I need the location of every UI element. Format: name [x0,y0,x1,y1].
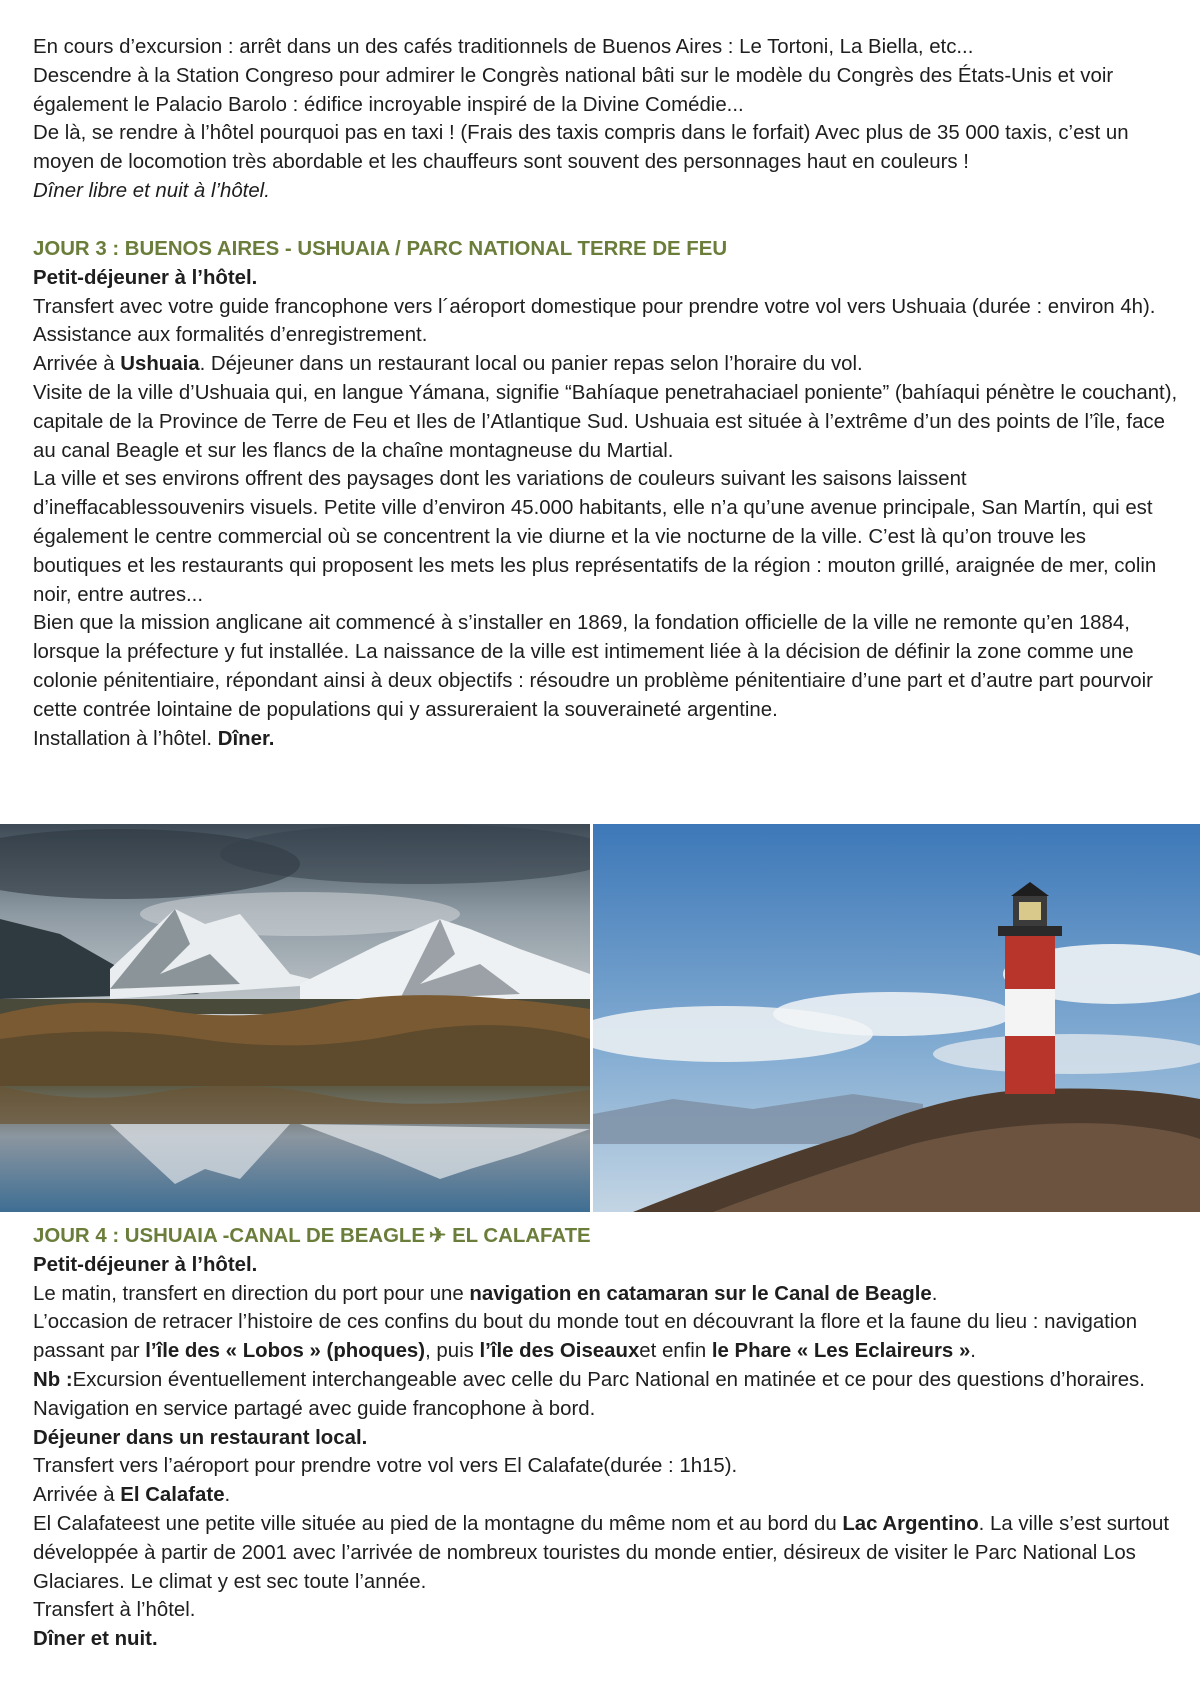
day4-nb-text: Excursion éventuellement interchangeable avec celle du Parc National en matinée et ce pour des questions d’horaires. [72,1368,1145,1391]
day4-phare: le Phare « Les Eclaireurs » [711,1340,971,1363]
day3-section [33,235,1178,753]
day4-nb-label: Nb : [33,1368,73,1391]
day4-occasion-2: , puis [425,1340,480,1363]
day3-city: La ville et ses environs offrent des paysages dont les variations de couleurs suivant les saisons laissent d’ineffacablessouvenirs visuels. Petite ville d’environ 45.000 habitants, elle n’a qu’une avenue principale, San Martín, qui est également le centre commercial où se concentrent la vie diurne et la vie nocturne de la ville. C’est là qu’on trouve les boutiques et les restaurants qui proposent les mets les plus représentatifs de la région : mouton grillé, araignée de mer, colin noir, entre autres... [33,468,1157,606]
day4-arrival-prefix: Arrivée à [33,1484,121,1507]
mountain-lake-illustration [0,824,590,1212]
day4-occasion-4: . [970,1340,976,1363]
day4-arrival-suffix: . [224,1484,231,1507]
day3-arrival-suffix: . Déjeuner dans un restaurant local ou panier repas selon l’horaire du vol. [199,353,863,376]
day4-section [33,1222,1178,1654]
day4-occasion [33,1308,1178,1366]
day4-arrival [33,1481,1178,1510]
day4-lunch: Déjeuner dans un restaurant local. [33,1426,368,1449]
intro-line-cafes: En cours d’excursion : arrêt dans un des cafés traditionnels de Buenos Aires : Le Tortoni, La Biella, etc... [33,36,974,58]
day4-morning-prefix: Le matin, transfert en direction du port pour une [33,1282,470,1305]
airplane-icon: ✈ [428,1225,447,1247]
day3-transfer: Transfert avec votre guide francophone vers l´aéroport domestique pour prendre votre vol vers Ushuaia (durée : environ 4h). [33,295,1156,318]
day4-occasion-3: et enfin [639,1340,712,1363]
day3-heading: JOUR 3 : BUENOS AIRES - USHUAIA / PARC NATIONAL TERRE DE FEU [33,238,728,260]
day4-calafate [33,1510,1178,1596]
day4-occasion-1: L’occasion de retracer l’histoire de ces confins du bout du monde tout en découvrant la flore et la faune du lieu : navigation passant par [33,1311,1138,1363]
day3-arrival-prefix: Arrivée à [33,353,121,376]
mountain-lake-photo [0,824,590,1212]
day3-install [33,725,1178,754]
intro-line-taxi: De là, se rendre à l’hôtel pourquoi pas en taxi ! (Frais des taxis compris dans le forfait) Avec plus de 35 000 taxis, c’est un moyen de locomotion très abordable et les chauffeurs sont souvent des personnages haut en couleurs ! [33,122,1129,174]
day4-navigation: Navigation en service partagé avec guide francophone à bord. [33,1397,596,1420]
day4-heading [33,1222,1178,1251]
day4-lago: Lac Argentino [842,1512,979,1535]
day4-hotel: Transfert à l’hôtel. [33,1599,196,1622]
intro-line-dinner: Dîner libre et nuit à l’hôtel. [33,179,270,202]
day3-install-prefix: Installation à l’hôtel. [33,727,218,750]
day3-arrival-city: Ushuaia [120,353,200,376]
day3-assistance: Assistance aux formalités d’enregistrement. [33,324,428,347]
day4-oiseaux: l’île des Oiseaux [479,1340,640,1363]
day4-heading-part1: JOUR 4 : USHUAIA -CANAL DE BEAGLE [33,1225,425,1247]
day4-breakfast: Petit-déjeuner à l’hôtel. [33,1253,258,1276]
intro-section [33,33,1178,206]
day4-calafate-2: . La ville s’est surtout développée à partir de 2001 avec l’arrivée de nombreux touristes du monde entier, désireux de visiter le Parc National Los Glaciares. Le climat y est sec toute l’année. [33,1512,1170,1593]
day4-arrival-city: El Calafate [120,1484,225,1507]
day4-lobos: l’île des « Lobos » (phoques) [145,1340,426,1363]
day3-arrival [33,350,1178,379]
lighthouse-photo [593,824,1200,1212]
photo-strip [0,824,1200,1212]
day3-breakfast: Petit-déjeuner à l’hôtel. [33,266,258,289]
day4-morning [33,1280,1178,1309]
day4-flight: Transfert vers l’aéroport pour prendre votre vol vers El Calafate(durée : 1h15). [33,1455,738,1478]
day4-dinner: Dîner et nuit. [33,1628,158,1651]
day4-heading-part2: EL CALAFATE [452,1225,591,1247]
day3-install-dinner: Dîner. [217,727,275,750]
day4-nb [33,1366,1178,1395]
day3-history: Bien que la mission anglicane ait commencé à s’installer en 1869, la fondation officielle de la ville ne remonte qu’en 1884, lorsque la préfecture y fut installée. La naissance de la ville est intimement liée à la décision de définir la zone comme une colonie pénitentiaire, répondant ainsi à deux objectifs : résoudre un problème pénitentiaire d’une part et d’autre part pourvoir cette contrée lointaine de populations qui y assureraient la souveraineté argentine. [33,612,1153,721]
day4-calafate-1: El Calafateest une petite ville située au pied de la montagne du même nom et au bord du [33,1512,843,1535]
day4-morning-bold: navigation en catamaran sur le Canal de Beagle [469,1282,932,1305]
intro-line-congreso: Descendre à la Station Congreso pour admirer le Congrès national bâti sur le modèle du Congrès des États-Unis et voir également le Palacio Barolo : édifice incroyable inspiré de la Divine Comédie... [33,64,1114,116]
lighthouse-illustration [593,824,1200,1212]
day3-visit: Visite de la ville d’Ushuaia qui, en langue Yámana, signifie “Bahíaque penetrahaciael poniente” (bahíaqui pénètre le couchant), capitale de la Province de Terre de Feu et Iles de l’Atlantique Sud. Ushuaia est située à l’extrême d’un des points de l’île, face au canal Beagle et sur les flancs de la chaîne montagneuse du Martial. [33,381,1178,462]
day4-morning-suffix: . [931,1282,938,1305]
